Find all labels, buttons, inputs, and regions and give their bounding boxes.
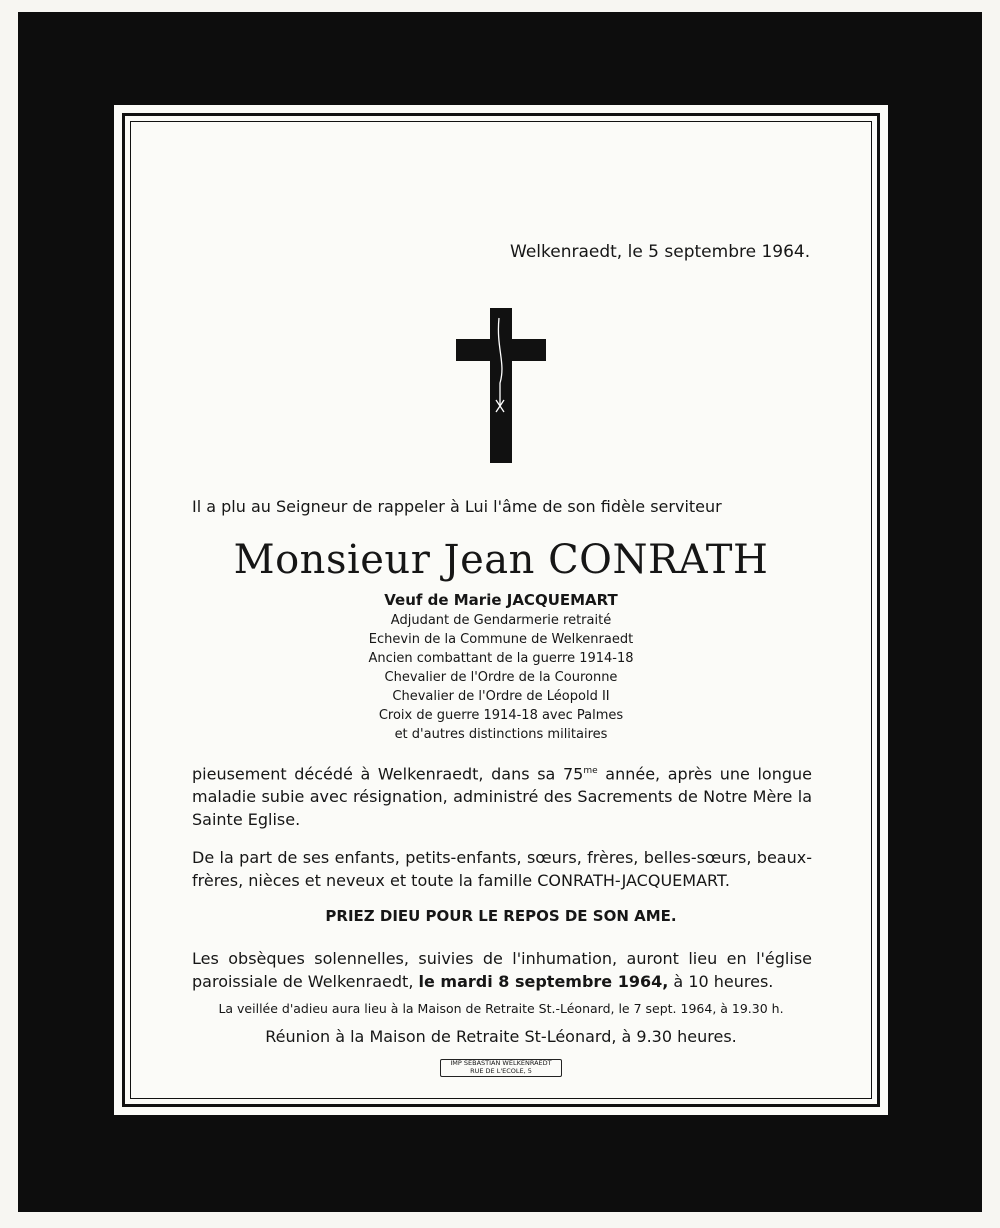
death-notice-card (114, 105, 888, 1115)
printer-name: IMP SEBASTIAN WELKENRAEDT (450, 1059, 552, 1067)
funeral-paragraph: Les obsèques solennelles, suivies de l'inhumation, auront lieu en l'église paroissiale de Welkenraedt, le mardi 8 septembre 1964, à 10 heures. (192, 949, 812, 991)
cross-icon (456, 308, 546, 463)
widower-of: Veuf de Marie JACQUEMART (384, 591, 618, 609)
meeting-line: Réunion à la Maison de Retraite St-Léonard, à 9.30 heures. (265, 1027, 737, 1046)
deceased-name: Monsieur Jean CONRATH (233, 537, 769, 583)
printer-address: RUE DE L'ECOLE, 5 (470, 1066, 532, 1075)
printer-imprint (440, 1059, 562, 1077)
title-line: Chevalier de l'Ordre de la Couronne (384, 670, 618, 685)
family-paragraph: De la part de ses enfants, petits-enfants, sœurs, frères, belles-sœurs, beaux-frères, nièces et neveux et toute la famille CONRATH-JACQUEMART. (192, 848, 812, 890)
title-line: Ancien combattant de la guerre 1914-18 (368, 651, 634, 666)
title-line: Echevin de la Commune de Welkenraedt (368, 632, 634, 647)
title-line: Adjudant de Gendarmerie retraité (390, 613, 612, 628)
intro-text: Il a plu au Seigneur de rappeler à Lui l'âme de son fidèle serviteur (192, 497, 722, 516)
death-paragraph: pieusement décédé à Welkenraedt, dans sa $75^{me}$ année, après une longue maladie subie avec résignation, administré des Sacrements de Notre Mère la Sainte Eglise. (192, 764, 812, 830)
title-line: Croix de guerre 1914-18 avec Palmes (378, 708, 624, 723)
prayer-line: PRIEZ DIEU POUR LE REPOS DE SON AME. (325, 907, 677, 925)
place-date: Welkenraedt, le 5 septembre 1964. (510, 242, 811, 262)
vigil-line: La veillée d'adieu aura lieu à la Maison de Retraite St.-Léonard, le 7 sept. 1964, à 19.30 h. (218, 1001, 784, 1016)
title-line: Chevalier de l'Ordre de Léopold II (392, 689, 610, 704)
title-line: et d'autres distinctions militaires (394, 727, 608, 742)
